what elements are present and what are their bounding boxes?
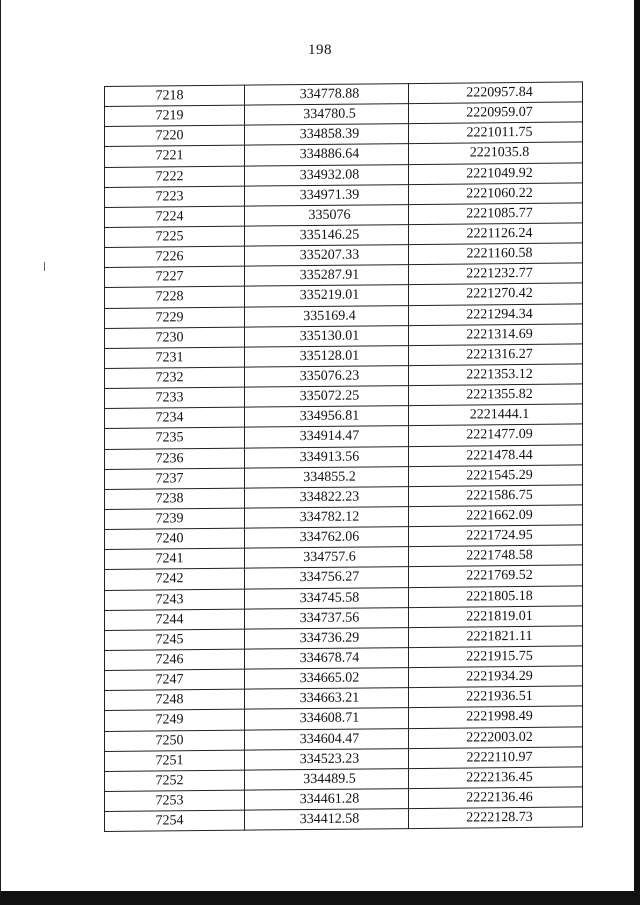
easting-cell: 335128.01	[245, 345, 409, 367]
northing-cell: 2222003.02	[409, 726, 583, 748]
northing-cell: 2221011.75	[409, 122, 583, 144]
easting-cell: 335072.25	[245, 386, 409, 408]
point-id-cell: 7242	[105, 569, 245, 590]
point-id-cell: 7221	[105, 146, 245, 167]
northing-cell: 2221915.75	[409, 646, 583, 668]
point-id-cell: 7237	[105, 468, 245, 489]
table-row	[105, 807, 583, 832]
page-number: 198	[308, 42, 332, 58]
northing-cell: 2221160.58	[409, 243, 583, 265]
point-id-cell: 7231	[105, 347, 245, 368]
northing-cell: 2221314.69	[409, 324, 583, 346]
easting-cell: 334412.58	[245, 809, 409, 831]
easting-cell: 334956.81	[245, 406, 409, 428]
easting-cell: 334762.06	[245, 527, 409, 549]
easting-cell: 334737.56	[245, 607, 409, 629]
northing-cell: 2220959.07	[409, 102, 583, 124]
easting-cell: 334757.6	[245, 547, 409, 569]
easting-cell: 334678.74	[245, 648, 409, 670]
northing-cell: 2221805.18	[409, 585, 583, 607]
point-id-cell: 7219	[105, 105, 245, 126]
northing-cell: 2221478.44	[409, 444, 583, 466]
point-id-cell: 7248	[105, 689, 245, 710]
easting-cell: 334604.47	[245, 728, 409, 750]
northing-cell: 2221936.51	[409, 686, 583, 708]
point-id-cell: 7222	[105, 166, 245, 187]
northing-cell: 2221998.49	[409, 706, 583, 728]
point-id-cell: 7241	[105, 548, 245, 569]
point-id-cell: 7240	[105, 528, 245, 549]
easting-cell: 335076.23	[245, 366, 409, 388]
northing-cell: 2221060.22	[409, 183, 583, 205]
point-id-cell: 7223	[105, 186, 245, 207]
easting-cell: 334745.58	[245, 587, 409, 609]
point-id-cell: 7243	[105, 589, 245, 610]
easting-cell: 335207.33	[245, 245, 409, 267]
point-id-cell: 7227	[105, 266, 245, 287]
coordinate-table-body	[105, 82, 583, 832]
easting-cell: 334608.71	[245, 708, 409, 730]
easting-cell: 335219.01	[245, 285, 409, 307]
point-id-cell: 7239	[105, 508, 245, 529]
easting-cell: 334886.64	[245, 144, 409, 166]
scan-artifact-mark	[44, 262, 45, 271]
northing-cell: 2221232.77	[409, 263, 583, 285]
northing-cell: 2221049.92	[409, 162, 583, 184]
point-id-cell: 7238	[105, 488, 245, 509]
northing-cell: 2222110.97	[409, 747, 583, 769]
easting-cell: 334461.28	[245, 788, 409, 810]
point-id-cell: 7233	[105, 387, 245, 408]
point-id-cell: 7236	[105, 448, 245, 469]
northing-cell: 2221126.24	[409, 223, 583, 245]
northing-cell: 2221748.58	[409, 545, 583, 567]
northing-cell: 2221724.95	[409, 525, 583, 547]
northing-cell: 2221934.29	[409, 666, 583, 688]
point-id-cell: 7218	[105, 85, 245, 106]
northing-cell: 2221662.09	[409, 505, 583, 527]
easting-cell: 334858.39	[245, 124, 409, 146]
easting-cell: 335130.01	[245, 325, 409, 347]
northing-cell: 2221819.01	[409, 606, 583, 628]
point-id-cell: 7232	[105, 367, 245, 388]
easting-cell: 335169.4	[245, 305, 409, 327]
point-id-cell: 7235	[105, 428, 245, 449]
easting-cell: 334780.5	[245, 104, 409, 126]
coordinate-table	[104, 81, 583, 832]
point-id-cell: 7244	[105, 609, 245, 630]
northing-cell: 2221444.1	[409, 404, 583, 426]
point-id-cell: 7229	[105, 307, 245, 328]
point-id-cell: 7246	[105, 649, 245, 670]
northing-cell: 2221270.42	[409, 283, 583, 305]
easting-cell: 334782.12	[245, 507, 409, 529]
easting-cell: 334855.2	[245, 466, 409, 488]
point-id-cell: 7254	[105, 810, 245, 831]
northing-cell: 2221769.52	[409, 565, 583, 587]
easting-cell: 335146.25	[245, 225, 409, 247]
easting-cell: 334778.88	[245, 84, 409, 106]
northing-cell: 2221545.29	[409, 465, 583, 487]
northing-cell: 2221353.12	[409, 364, 583, 386]
point-id-cell: 7252	[105, 770, 245, 791]
easting-cell: 334932.08	[245, 164, 409, 186]
easting-cell: 334489.5	[245, 768, 409, 790]
point-id-cell: 7230	[105, 327, 245, 348]
northing-cell: 2221085.77	[409, 203, 583, 225]
point-id-cell: 7250	[105, 730, 245, 751]
northing-cell: 2221035.8	[409, 142, 583, 164]
northing-cell: 2222136.46	[409, 787, 583, 809]
northing-cell: 2221355.82	[409, 384, 583, 406]
easting-cell: 335076	[245, 204, 409, 226]
easting-cell: 334822.23	[245, 486, 409, 508]
easting-cell: 334971.39	[245, 184, 409, 206]
northing-cell: 2221294.34	[409, 303, 583, 325]
easting-cell: 335287.91	[245, 265, 409, 287]
easting-cell: 334523.23	[245, 748, 409, 770]
northing-cell: 2221586.75	[409, 485, 583, 507]
point-id-cell: 7224	[105, 206, 245, 227]
point-id-cell: 7225	[105, 226, 245, 247]
point-id-cell: 7234	[105, 407, 245, 428]
point-id-cell: 7226	[105, 246, 245, 267]
easting-cell: 334913.56	[245, 446, 409, 468]
easting-cell: 334756.27	[245, 567, 409, 589]
point-id-cell: 7249	[105, 710, 245, 731]
easting-cell: 334663.21	[245, 688, 409, 710]
coordinate-table-container	[104, 81, 582, 832]
point-id-cell: 7228	[105, 287, 245, 308]
northing-cell: 2222136.45	[409, 767, 583, 789]
easting-cell: 334914.47	[245, 426, 409, 448]
point-id-cell: 7245	[105, 629, 245, 650]
northing-cell: 2221821.11	[409, 626, 583, 648]
point-id-cell: 7253	[105, 790, 245, 811]
northing-cell: 2221477.09	[409, 424, 583, 446]
point-id-cell: 7251	[105, 750, 245, 771]
point-id-cell: 7220	[105, 125, 245, 146]
northing-cell: 2220957.84	[409, 82, 583, 104]
easting-cell: 334736.29	[245, 627, 409, 649]
northing-cell: 2221316.27	[409, 344, 583, 366]
easting-cell: 334665.02	[245, 668, 409, 690]
northing-cell: 2222128.73	[409, 807, 583, 829]
point-id-cell: 7247	[105, 669, 245, 690]
